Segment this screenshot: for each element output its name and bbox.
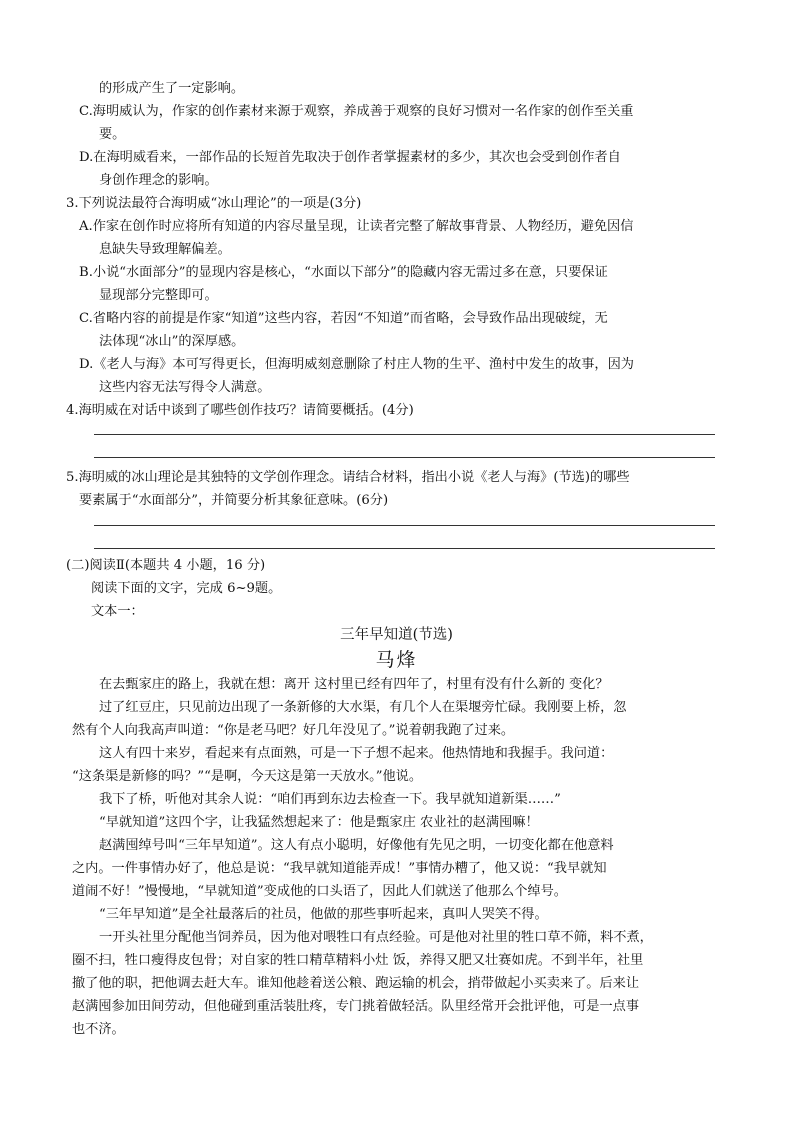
- q5-answer-line-2[interactable]: [94, 548, 715, 549]
- story-paragraph-8-line5: 也不济。: [72, 1022, 125, 1037]
- q3-option-c-line2: 法体现“冰山”的深厚感。: [99, 334, 245, 349]
- section2-instruction: 阅读下面的文字，完成 6~9题。: [91, 581, 282, 596]
- q3-option-a-line1: A.作家在创作时应将所有知道的内容尽量呈现，让读者完整了解故事背景、人物经历，避免因信: [79, 219, 634, 234]
- q5-answer-line-1[interactable]: [94, 525, 715, 526]
- story-paragraph-3-line2: “这条渠是新修的吗？”“是啊，今天这是第一天放水。”他说。: [72, 769, 423, 784]
- story-paragraph-8-line4: 赵满囤参加田间劳动，但他碰到重活装肚疼，专门挑着做轻活。队里经常开会批评他，可是一点事: [72, 999, 640, 1014]
- section2-heading: (二)阅读Ⅱ(本题共 4 小题，16 分): [66, 558, 266, 573]
- q4-stem: 4.海明威在对话中谈到了哪些创作技巧？请简要概括。(4分): [66, 403, 414, 418]
- story-paragraph-2-line2: 然有个人向我高声叫道：“你是老马吧？好几年没见了。”说着朝我跑了过来。: [72, 723, 515, 738]
- q2-option-c-line1: C.海明威认为，作家的创作素材来源于观察，养成善于观察的良好习惯对一名作家的创作至关重: [79, 104, 634, 119]
- story-paragraph-5: “早就知道”这四个字，让我猛然想起来了：他是甄家庄 农业社的赵满囤嘛！: [99, 815, 539, 830]
- q5-stem-line1: 5.海明威的冰山理论是其独特的文学创作理念。请结合材料，指出小说《老人与海》(节选)的哪些: [66, 470, 630, 485]
- q5-stem-line2: 要素属于“水面部分”，并简要分析其象征意味。(6分): [79, 493, 389, 508]
- story-paragraph-4: 我下了桥，听他对其余人说：“咱们再到东边去检查一下。我早就知道新渠……”: [99, 792, 561, 807]
- story-paragraph-7: “三年早知道”是全社最落后的社员，他做的那些事听起来，真叫人哭笑不得。: [99, 907, 548, 922]
- q3-stem: 3.下列说法最符合海明威“冰山理论”的一项是(3分): [66, 196, 362, 211]
- q2-option-c-line2: 要。: [99, 127, 126, 142]
- q3-option-d-line2: 这些内容无法写得令人满意。: [99, 380, 271, 395]
- story-paragraph-6-line3: 道闹不好！”慢慢地，“早就知道”变成他的口头语了，因此人们就送了他那么个绰号。: [72, 884, 567, 899]
- story-paragraph-1: 在去甄家庄的路上，我就在想：离开 这村里已经有四年了，村里有没有什么新的 变化？: [99, 677, 609, 692]
- story-paragraph-6-line1: 赵满囤绰号叫“三年早知道”。这人有点小聪明，好像他有先见之明，一切变化都在他意料: [99, 838, 614, 853]
- story-paragraph-8-line1: 一开头社里分配他当饲养员，因为他对喂牲口有点经验。可是他对社里的牲口草不筛，料不煮，: [99, 930, 653, 945]
- q4-answer-line-1[interactable]: [94, 434, 715, 435]
- q2-option-d-line2: 身创作理念的影响。: [99, 173, 218, 188]
- story-paragraph-6-line2: 之内。一件事情办好了，他总是说：“我早就知道能弄成！”事情办糟了，他又说：“我早就知: [72, 861, 607, 876]
- story-author: 马烽: [375, 649, 418, 671]
- q3-option-b-line1: B.小说“水面部分”的显现内容是核心，“水面以下部分”的隐藏内容无需过多在意，只要保证: [79, 265, 608, 280]
- q3-option-a-line2: 息缺失导致理解偏差。: [99, 242, 231, 257]
- story-paragraph-8-line3: 撤了他的职，把他调去赶大车。谁知他趁着送公粮、跑运输的机会，捎带做起小买卖来了。后来让: [72, 976, 640, 991]
- story-paragraph-3-line1: 这人有四十来岁，看起来有点面熟，可是一下子想不起来。他热情地和我握手。我问道：: [99, 746, 614, 761]
- story-title: 三年早知道(节选): [340, 627, 453, 643]
- q4-answer-line-2[interactable]: [94, 457, 715, 458]
- q3-option-b-line2: 显现部分完整即可。: [99, 288, 218, 303]
- q2-option-b-continuation: 的形成产生了一定影响。: [99, 81, 245, 96]
- text-one-label: 文本一：: [91, 604, 144, 619]
- story-paragraph-8-line2: 圈不扫，牲口瘦得皮包骨；对自家的牲口精草精料小灶 饭，养得又肥又壮赛如虎。不到半年，社里: [72, 953, 644, 968]
- story-paragraph-2-line1: 过了红豆庄，只见前边出现了一条新修的大水渠，有几个人在渠堰旁忙碌。我刚要上桥，忽: [99, 700, 627, 715]
- q2-option-d-line1: D.在海明威看来，一部作品的长短首先取决于创作者掌握素材的多少，其次也会受到创作者自: [79, 150, 621, 165]
- q3-option-d-line1: D.《老人与海》本可写得更长，但海明威刻意删除了村庄人物的生平、渔村中发生的故事，因为: [79, 357, 634, 372]
- q3-option-c-line1: C.省略内容的前提是作家“知道”这些内容，若因“不知道”而省略，会导致作品出现破绽，无: [79, 311, 608, 326]
